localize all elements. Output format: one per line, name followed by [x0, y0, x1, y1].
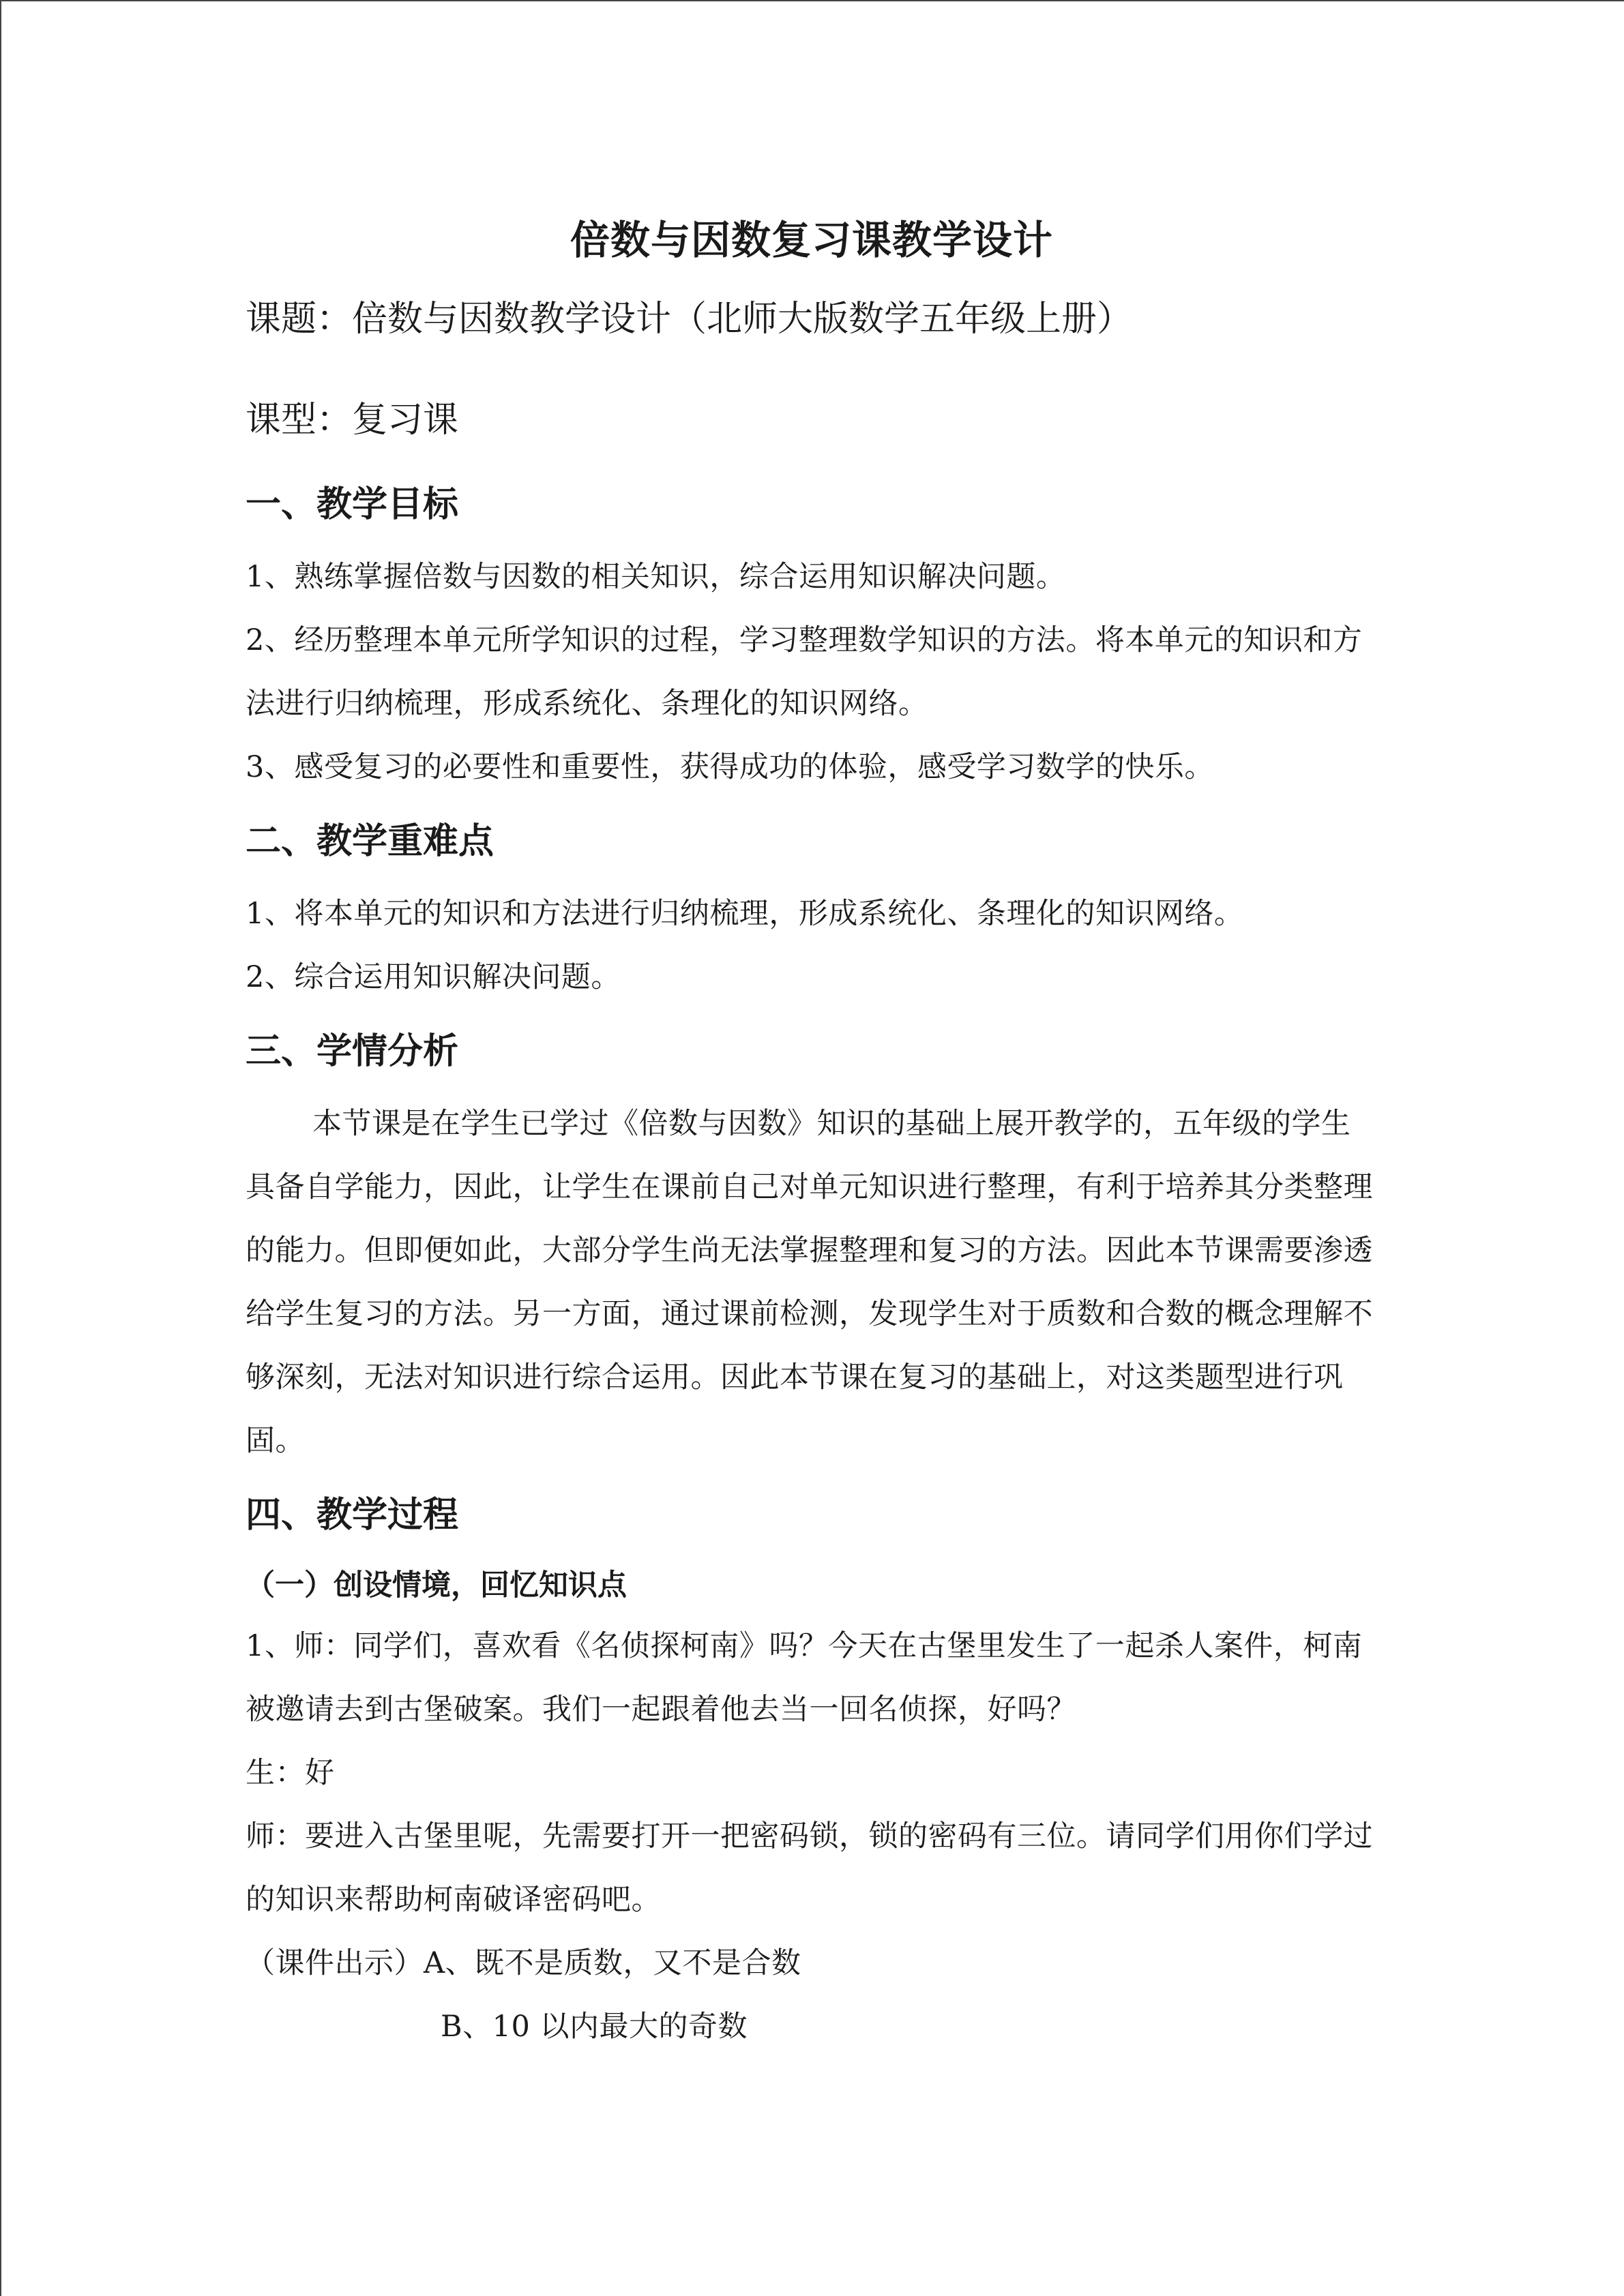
key-points-list	[246, 882, 1378, 1009]
goal-item: 3、感受复习的必要性和重要性，获得成功的体验，感受学习数学的快乐。	[246, 750, 1214, 784]
process-subheading: （一）创设情境，回忆知识点	[246, 1568, 627, 1602]
section-heading-goals: 一、教学目标	[246, 484, 459, 525]
key-point-item: 2、综合运用知识解决问题。	[246, 960, 621, 994]
section-heading-process: 四、教学过程	[246, 1495, 459, 1536]
analysis-paragraph: 本节课是在学生已学过《倍数与因数》知识的基础上展开教学的，五年级的学生具备自学能力，因此，让学生在课前自己对单元知识进行整理，有利于培养其分类整理的能力。但即便如此，大部分学生尚无法掌握整理和复习的方法。因此本节课需要渗透给学生复习的方法。另一方面，通过课前检测，发现学生对于质数和合数的概念理解不够深刻，无法对知识进行综合运用。因此本节课在复习的基础上，对这类题型进行巩固。	[246, 1107, 1373, 1458]
process-line: 生：好	[246, 1756, 335, 1790]
lesson-type-line: 课型：复习课	[246, 400, 459, 441]
section-heading-key-points: 二、教学重难点	[246, 821, 494, 862]
key-point-item: 1、将本单元的知识和方法进行归纳梳理，形成系统化、条理化的知识网络。	[246, 897, 1244, 931]
goal-item: 1、熟练掌握倍数与因数的相关知识，综合运用知识解决问题。	[246, 560, 1066, 594]
process-content	[246, 1615, 1378, 2059]
document-title: 倍数与因数复习课教学设计	[570, 217, 1053, 263]
section-heading-analysis: 三、学情分析	[246, 1031, 459, 1072]
topic-line: 课题：倍数与因数教学设计（北师大版数学五年级上册）	[246, 299, 1133, 340]
process-option-b: B、10 以内最大的奇数	[441, 2010, 748, 2044]
goal-item: 2、经历整理本单元所学知识的过程，学习整理数学知识的方法。将本单元的知识和方法进行归纳梳理，形成系统化、条理化的知识网络。	[246, 623, 1363, 721]
analysis-block	[246, 1092, 1378, 1473]
goals-list	[246, 546, 1378, 799]
process-line: （课件出示）A、既不是质数，又不是合数	[246, 1946, 801, 1980]
document-body	[246, 205, 1378, 2059]
process-line: 师：要进入古堡里呢，先需要打开一把密码锁，锁的密码有三位。请同学们用你们学过的知识来帮助柯南破译密码吧。	[246, 1819, 1373, 1917]
process-line: 1、师：同学们，喜欢看《名侦探柯南》吗？今天在古堡里发生了一起杀人案件，柯南被邀请去到古堡破案。我们一起跟着他去当一回名侦探，好吗？	[246, 1629, 1363, 1727]
